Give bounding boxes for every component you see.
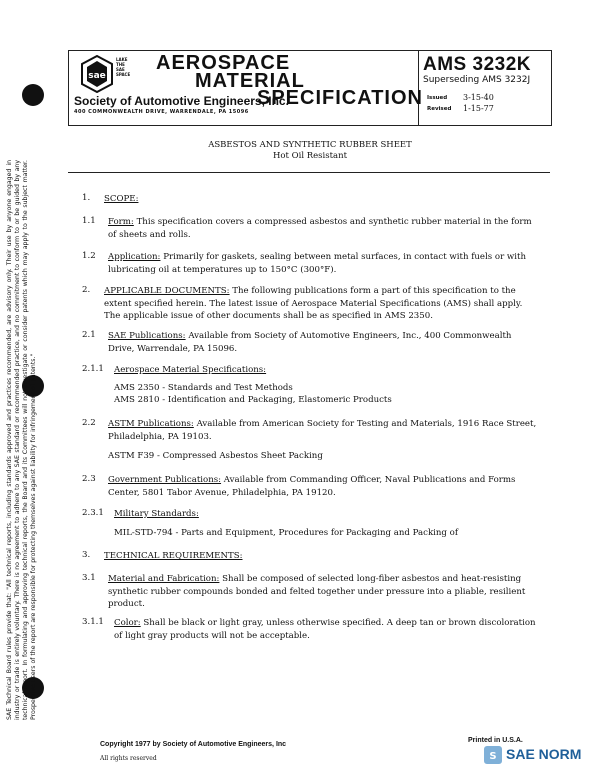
section-text: Shall be composed of selected long-fiber asbestos and heat-resisting synthetic rubber compounds bonded and felted together under pressure into a pliable, resilient product.	[108, 574, 526, 609]
title-material: MATERIAL	[195, 70, 305, 92]
society-address: 400 COMMONWEALTH DRIVE, WARRENDALE, PA 15096	[74, 109, 249, 115]
section-text: Available from Society of Automotive Engineers, Inc., 400 Commonwealth Drive, Warrendale, PA 15096.	[108, 331, 512, 354]
section-heading: Form:	[108, 217, 134, 227]
section-text: Available from Commanding Officer, Naval Publications and Forms Center, 5801 Tabor Avenue, Philadelphia, PA 19120.	[108, 475, 516, 498]
section-number: 2.2	[82, 418, 96, 428]
side-note	[6, 160, 74, 720]
side-note-text: SAE Technical Board rules provide that: "All technical reports, including standards approved and practices recommended, are advisory only. Their use by anyone engaged in industry or trade is entirely voluntary. There is no agreement to adhere to any SAE standard or recommended practice, and no commitment to conform to or be guided by any technical report. In formulating and approving technical reports, the Board and its Committees will not investigate or consider patents which may apply to the subject matter. Prospective users of the report are responsible for protecting themselves against liability for infringement of patents."	[6, 160, 37, 720]
section-number: 2.1.1	[82, 364, 104, 374]
section-paragraph	[108, 251, 538, 276]
reference-item: ASTM F39 - Compressed Asbestos Sheet Packing	[108, 451, 323, 461]
issued-label: Issued	[427, 95, 448, 101]
reference-item: AMS 2350 - Standards and Test Methods	[114, 383, 293, 393]
revised-date: 1-15-77	[463, 104, 494, 113]
superseding: Superseding AMS 3232J	[423, 75, 531, 85]
doc-title: ASBESTOS AND SYNTHETIC RUBBER SHEET	[208, 140, 412, 150]
doc-number: AMS 3232K	[423, 54, 531, 75]
section-heading: Material and Fabrication:	[108, 574, 220, 584]
section-number: 2.3	[82, 474, 96, 484]
section-number: 3.	[82, 550, 91, 560]
section-text: The following publications form a part of this specification to the extent specified herein. The latest issue of Aerospace Material Specifications (AMS) shall apply. The applicable issue of other documents shall be as specified in AMS 2350.	[104, 286, 523, 321]
svg-text:S: S	[489, 751, 497, 762]
title-rule	[68, 172, 550, 173]
reference-item: AMS 2810 - Identification and Packaging, Elastomeric Products	[114, 395, 392, 405]
revised-label: Revised	[427, 106, 452, 112]
title-aerospace: AEROSPACE	[156, 52, 291, 74]
section-paragraph	[108, 216, 538, 241]
title-specification: SPECIFICATION	[257, 87, 423, 109]
watermark-logo-icon	[482, 744, 504, 766]
logo-caption: LAKE THE SAE SPACE	[116, 57, 131, 77]
section-heading: Color:	[114, 618, 141, 628]
section-text: Available from American Society for Testing and Materials, 1916 Race Street, Philadelphia, PA 19103.	[108, 419, 537, 442]
svg-text:sae: sae	[88, 71, 106, 81]
rights: All rights reserved	[100, 755, 157, 762]
section-text: This specification covers a compressed asbestos and synthetic rubber material in the form of sheets and rolls.	[108, 217, 532, 240]
watermark	[482, 744, 594, 766]
section-heading: APPLICABLE DOCUMENTS:	[104, 286, 230, 296]
sae-logo	[78, 55, 116, 93]
section-heading: SCOPE:	[104, 194, 139, 204]
section-heading: TECHNICAL REQUIREMENTS:	[104, 551, 243, 561]
section-paragraph	[104, 285, 540, 323]
binder-hole	[22, 84, 44, 106]
section-number: 2.3.1	[82, 508, 104, 518]
section-number: 1.1	[82, 216, 96, 226]
section-number: 3.1.1	[82, 617, 104, 627]
copyright: Copyright 1977 by Society of Automotive Engineers, Inc	[100, 741, 287, 748]
doc-subtitle: Hot Oil Resistant	[272, 151, 347, 161]
section-heading: SAE Publications:	[108, 331, 186, 341]
society-name: Society of Automotive Engineers, Inc.	[74, 94, 289, 108]
section-heading: Application:	[108, 252, 161, 262]
section-paragraph	[108, 418, 538, 443]
section-number: 2.	[82, 285, 91, 295]
section-text: Shall be black or light gray, unless otherwise specified. A deep tan or brown discoloration of light gray products will not be acceptable.	[114, 618, 536, 641]
section-number: 2.1	[82, 330, 96, 340]
section-text: Primarily for gaskets, sealing between metal surfaces, in contact with fuels or with lubricating oil at temperatures up to 150°C (300°F).	[108, 252, 527, 275]
section-number: 1.2	[82, 251, 96, 261]
section-number: 3.1	[82, 573, 96, 583]
section-heading: ASTM Publications:	[108, 419, 194, 429]
reference-item: MIL-STD-794 - Parts and Equipment, Procedures for Packaging and Packing of	[114, 528, 459, 538]
section-heading: Aerospace Material Specifications:	[114, 365, 267, 375]
section-paragraph	[108, 474, 538, 499]
section-paragraph	[108, 330, 538, 355]
section-heading: Military Standards:	[114, 509, 199, 519]
printed-in: Printed in U.S.A.	[468, 737, 523, 744]
section-paragraph	[114, 617, 538, 642]
section-heading: Government Publications:	[108, 475, 222, 485]
section-number: 1.	[82, 193, 91, 203]
section-paragraph	[108, 573, 538, 611]
issued-date: 3-15-40	[463, 93, 494, 102]
watermark-text: SAE NORM	[506, 746, 582, 762]
